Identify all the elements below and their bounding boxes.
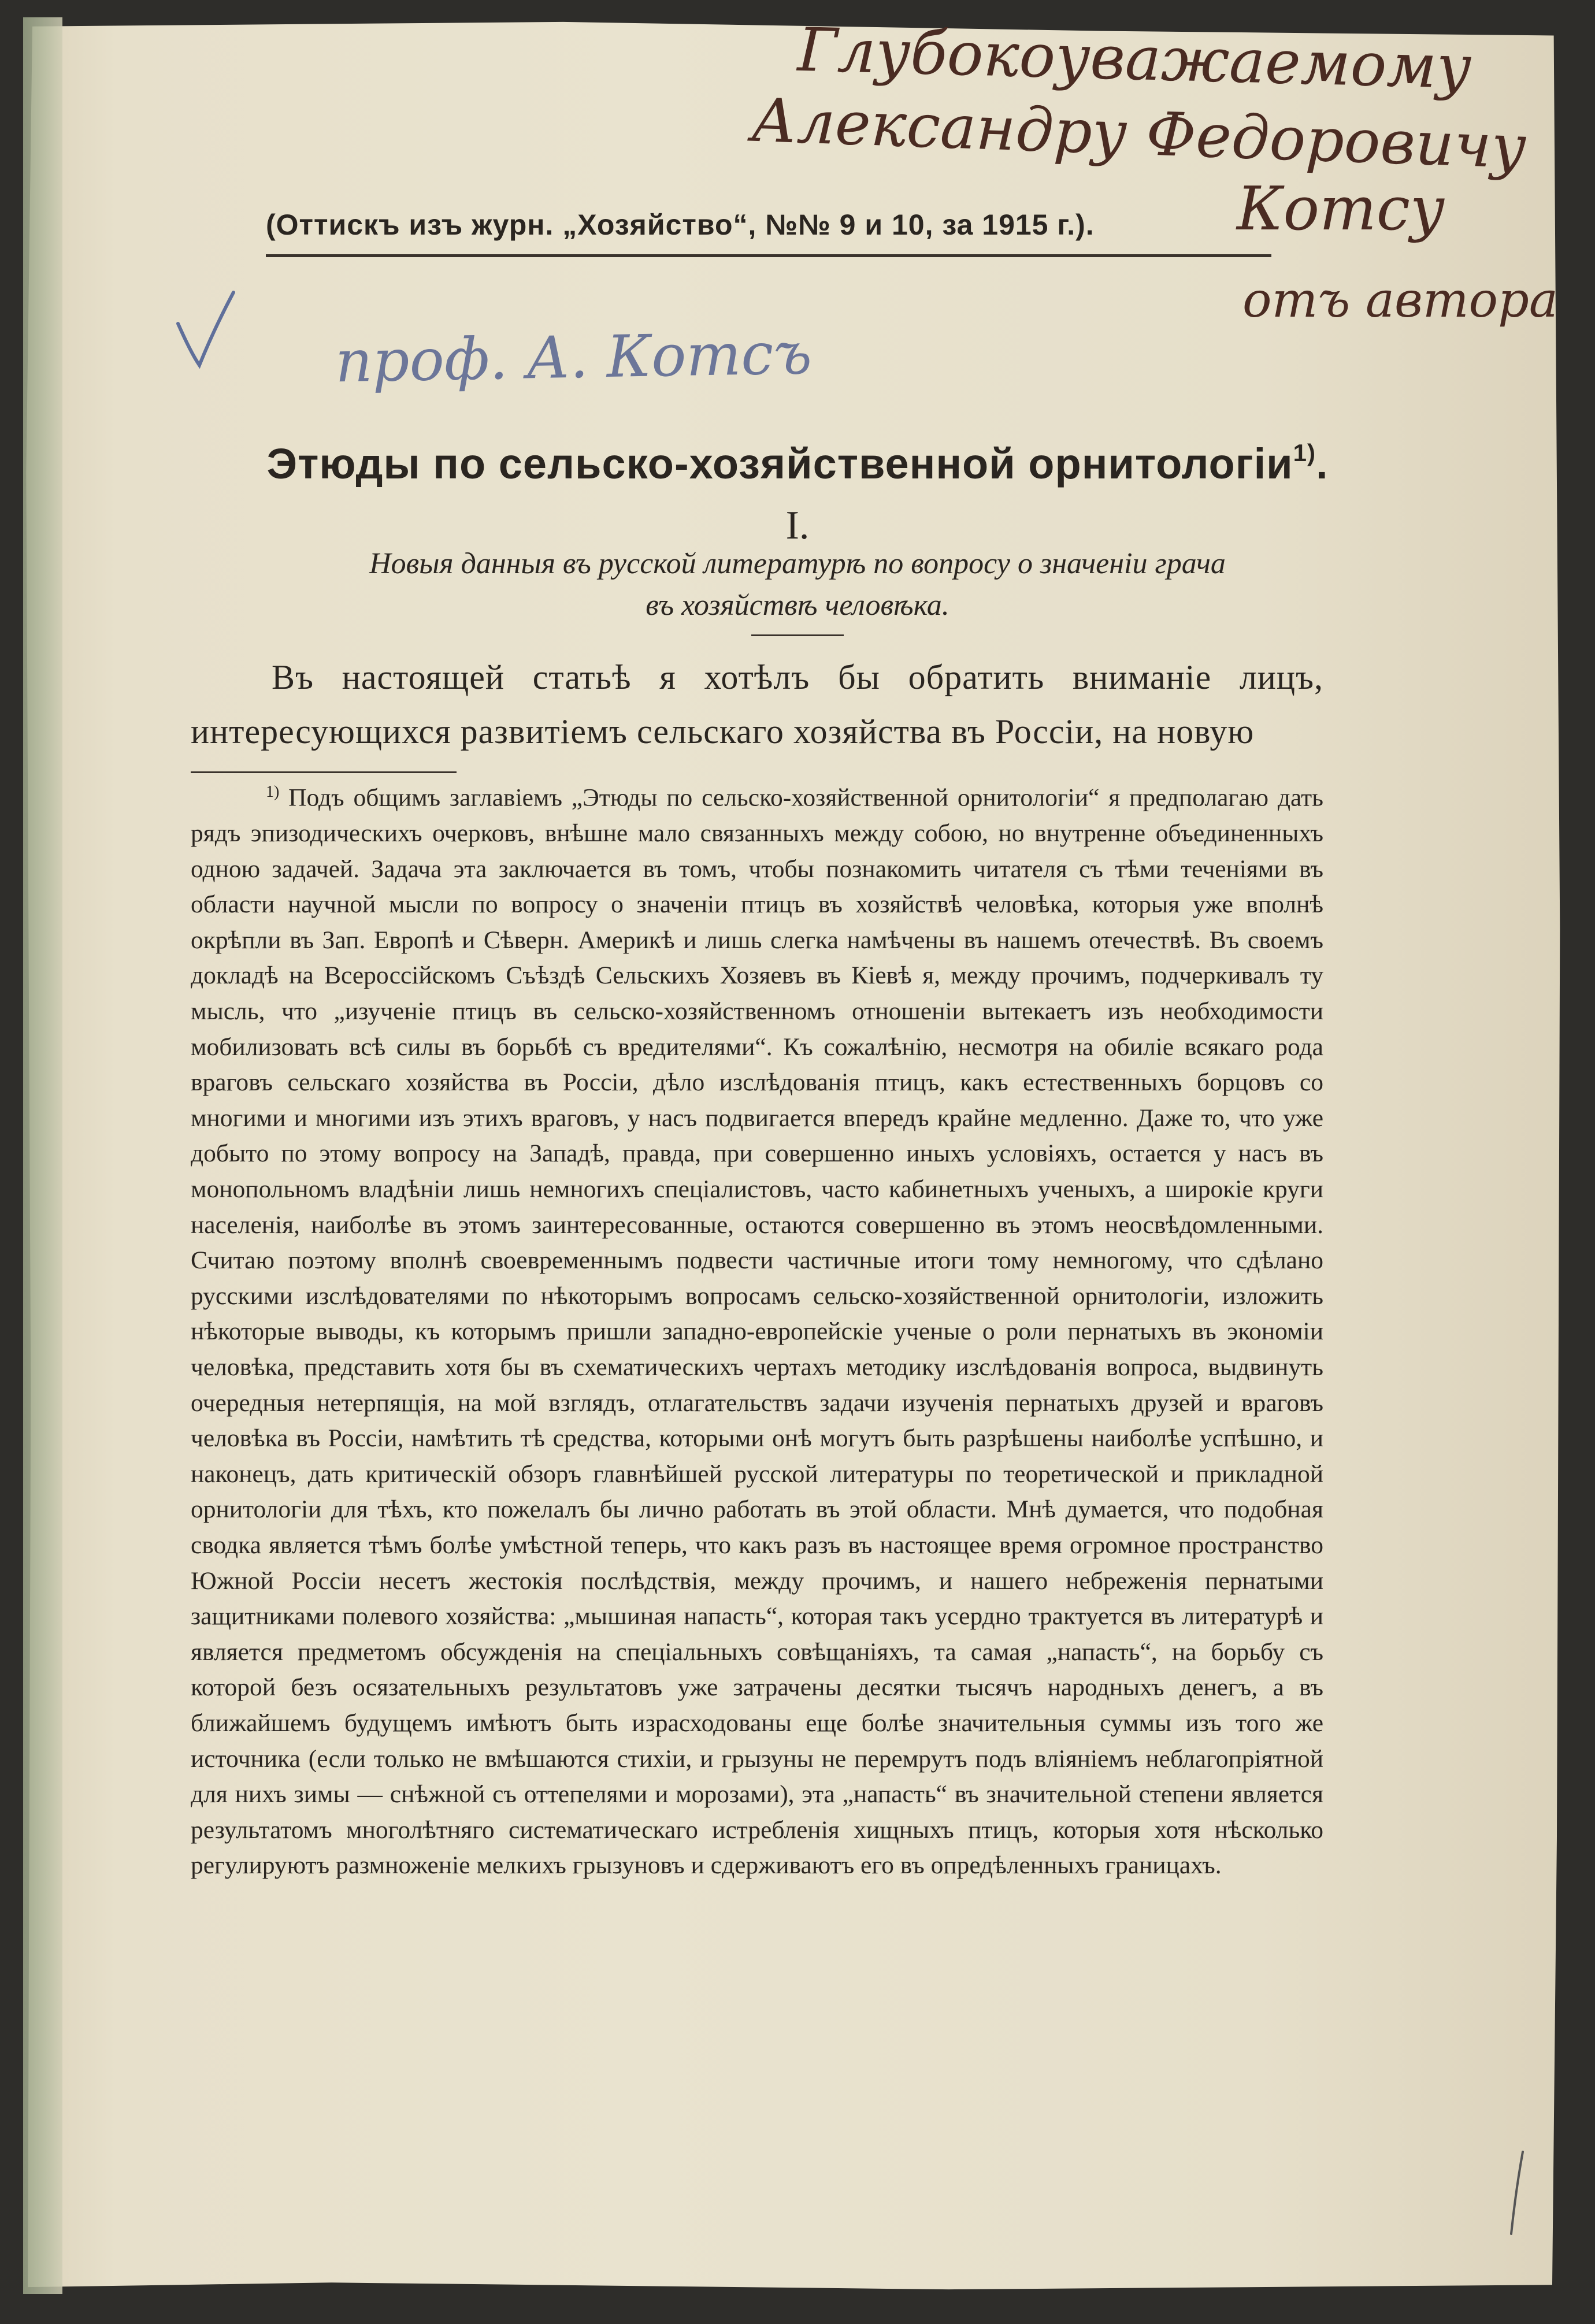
- binding-strip: [23, 17, 62, 2294]
- subtitle-divider: [751, 634, 844, 636]
- dedication-line-3: Котсу: [1237, 173, 1445, 244]
- dedication-line-1: Глубокоуважаемому: [796, 14, 1472, 103]
- footnote-divider: [191, 771, 457, 773]
- footnote: [191, 774, 1323, 1884]
- check-mark-icon: [173, 289, 237, 370]
- article-subtitle: [0, 543, 1595, 626]
- offprint-header: (Оттискъ изъ журн. „Хозяйство“, №№ 9 и 10, за 1915 г.).: [266, 209, 1095, 241]
- pencil-annotation: проф. А. Котсъ: [335, 319, 813, 396]
- header-divider: [266, 254, 1271, 257]
- article-title-text: Этюды по сельско-хозяйственной орнитологіи: [266, 440, 1293, 488]
- subtitle-line-1: Новыя данныя въ русской литературѣ по вопросу о значеніи грача: [369, 547, 1226, 580]
- title-end-period: .: [1316, 440, 1329, 488]
- body-paragraph: Въ настоящей статьѣ я хотѣлъ бы обратить вниманіе лицъ, интересующихся развитіемъ сельскаго хозяйства въ Россіи, на новую: [191, 658, 1323, 751]
- subtitle-line-2: въ хозяйствѣ человѣка.: [646, 589, 949, 622]
- title-footnote-marker: 1): [1293, 439, 1316, 466]
- dedication-signature: отъ автора: [1242, 272, 1558, 328]
- footnote-text: Подъ общимъ заглавіемъ „Этюды по сельско-хозяйственной орнитологіи“ я предполагаю дать рядъ эпизодическихъ очерковъ, внѣшне мало связанныхъ между собою, но внутренне объединенныхъ одною задачей. Задача эта заключается въ томъ, чтобы познакомить читателя съ тѣми теченіями въ области научной мысли по вопросу о значеніи птицъ въ хозяйствѣ человѣка, которыя уже вполнѣ окрѣпли въ Зап. Европѣ и Сѣверн. Америкѣ и лишь слегка намѣчены въ нашемъ отечествѣ. Въ своемъ докладѣ на Всероссійскомъ Съѣздѣ Сельскихъ Хозяевъ въ Кіевѣ я, между прочимъ, подчеркивалъ ту мысль, что „изученіе птицъ въ сельско-хозяйственномъ отношеніи вытекаетъ изъ необходимости мобилизовать всѣ силы въ борьбѣ съ вредителями“. Къ сожалѣнію, несмотря на обиліе всякаго рода враговъ сельскаго хозяйства въ Россіи, дѣло изслѣдованія птицъ, какъ естественныхъ борцовъ со многими и многими изъ этихъ враговъ, у насъ подвигается впередъ крайне медленно. Даже то, что уже добыто по этому вопросу на Западѣ, правда, при совершенно иныхъ условіяхъ, остается у насъ въ монопольномъ владѣніи лишь немногихъ спеціалистовъ, часто кабинетныхъ ученыхъ, а широкіе круги населенія, наиболѣе въ этомъ заинтересованные, остаются совершенно въ этомъ неосвѣдомленными. Считаю поэтому вполнѣ своевременнымъ подвести частичные итоги тому немногому, что сдѣлано русскими изслѣдователями по нѣкоторымъ вопросамъ сельско-хозяйственной орнитологіи, изложить нѣкоторые выводы, къ которымъ пришли западно-европейскіе ученые о роли пернатыхъ въ экономіи человѣка, представить хотя бы въ схематическихъ чертахъ методику изслѣдованія вопроса, выдвинуть очередныя нетерпящія, на мой взглядъ, отлагательствъ задачи изученія пернатыхъ друзей и враговъ человѣка въ Россіи, намѣтить тѣ средства, которыми онѣ могутъ быть разрѣшены наиболѣе успѣшно, и наконецъ, дать критическій обзоръ главнѣйшей русской литературы по теоретической и прикладной орнитологіи для тѣхъ, кто пожелалъ бы лично работать въ этой области. Мнѣ думается, что подобная сводка является тѣмъ болѣе умѣстной теперь, что какъ разъ въ настоящее время огромное пространство Южной Россіи несетъ жестокія послѣдствія, между прочимъ, и нашего небреженія пернатыми защитниками полевого хозяйства: „мышиная напасть“, которая такъ усердно трактуется въ литературѣ и является предметомъ обсужденія на спеціальныхъ совѣщаніяхъ, та самая „напасть“, на борьбу съ которой безъ осязательныхъ результатовъ уже затрачены десятки тысячъ народныхъ денегъ, а въ ближайшемъ будущемъ имѣютъ быть израсходованы еще болѣе значительныя суммы изъ того же источника (если только не вмѣшаются стихіи, и грызуны не перемрутъ подъ вліяніемъ неблагопріятной для нихъ зимы — снѣжной съ оттепелями и морозами), эта „напасть“ въ значительной степени является результатомъ многолѣтняго систематическаго истребленія хищныхъ птицъ, которыя хотя нѣсколько регулируютъ размноженіе мелкихъ грызуновъ и сдерживаютъ его въ опредѣленныхъ границахъ.: [191, 784, 1323, 1880]
- article-title: [0, 439, 1595, 488]
- footnote-marker: 1): [266, 783, 280, 801]
- dedication-line-2: Александру Федоровичу: [750, 84, 1528, 183]
- margin-pencil-mark: [1505, 2149, 1529, 2236]
- section-number: I.: [785, 503, 810, 548]
